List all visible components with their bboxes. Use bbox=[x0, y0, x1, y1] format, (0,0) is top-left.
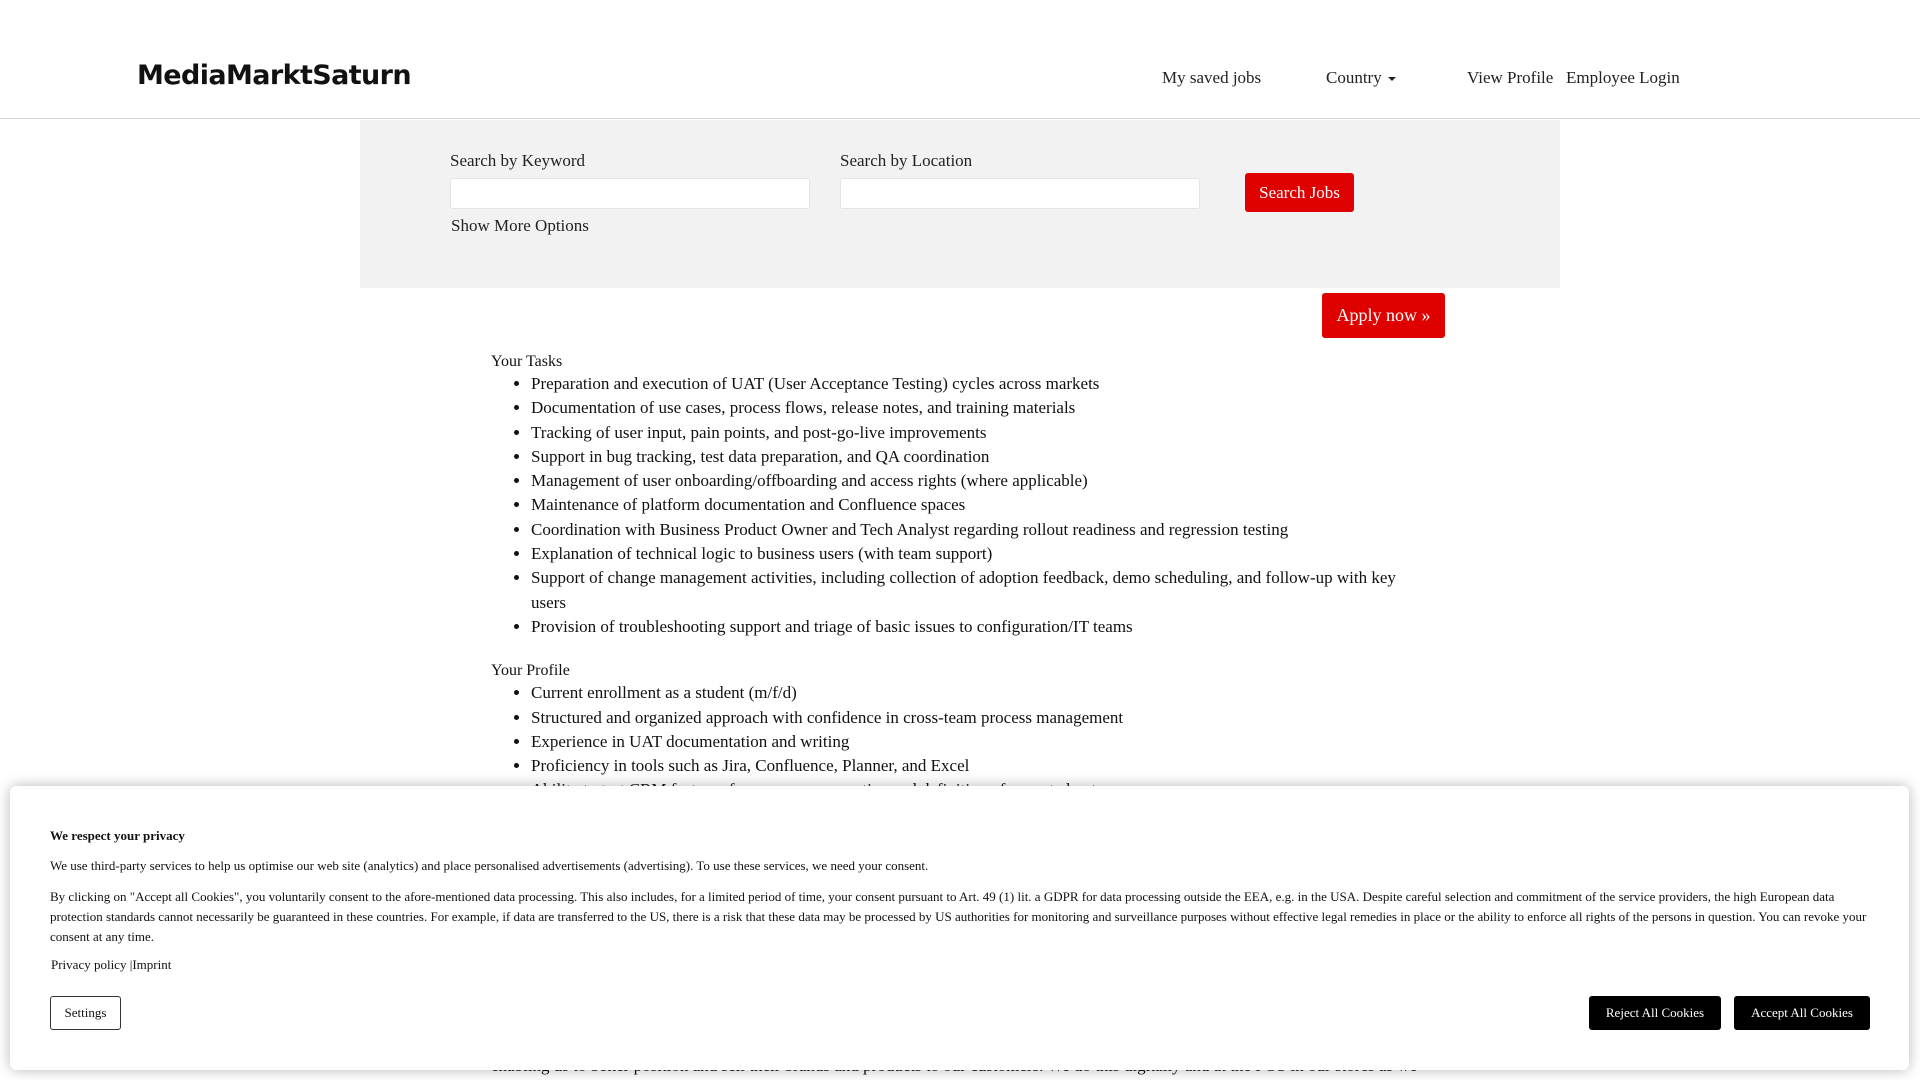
location-input[interactable] bbox=[840, 178, 1200, 209]
list-item: • Coordination with Business Product Owner and Tech Analyst regarding rollout readiness and regression testing bbox=[531, 518, 1431, 542]
list-item: • Current enrollment as a student (m/f/d) bbox=[531, 681, 1431, 705]
cookie-banner-intro: We use third-party services to help us optimise our web site (analytics) and place personalised advertisements (advertising). To use these services, we need your consent. bbox=[50, 858, 929, 873]
search-panel bbox=[360, 120, 1560, 288]
reject-all-cookies-button[interactable]: Reject All Cookies bbox=[1589, 996, 1721, 1030]
cookie-banner-links bbox=[51, 957, 171, 973]
imprint-link[interactable]: Imprint bbox=[132, 957, 172, 972]
profile-list bbox=[491, 681, 1431, 802]
list-item: • Maintenance of platform documentation and Confluence spaces bbox=[531, 493, 1431, 517]
country-label: Country bbox=[1326, 68, 1382, 87]
list-item: • Experience in UAT documentation and writing bbox=[531, 730, 1431, 754]
list-item: • Structured and organized approach with confidence in cross-team process management bbox=[531, 706, 1431, 730]
list-item: • Explanation of technical logic to business users (with team support) bbox=[531, 542, 1431, 566]
tasks-heading: Your Tasks bbox=[491, 353, 563, 370]
privacy-policy-link[interactable]: Privacy policy bbox=[51, 957, 127, 972]
cookie-settings-button[interactable]: Settings bbox=[50, 996, 121, 1030]
keyword-label: Search by Keyword bbox=[450, 151, 586, 170]
caret-down-icon bbox=[1388, 77, 1396, 81]
apply-now-button[interactable]: Apply now » bbox=[1322, 293, 1445, 338]
cookie-banner-details: By clicking on "Accept all Cookies", you voluntarily consent to the afore-mentioned data processing. This also includes, for a limited period of time, your consent pursuant to Art. 49 (1) lit. a GDPR for data processing outside the EEA, e.g. in the USA. Despite careful selection and commitment of the service providers, the high European data protection standards cannot necessarily be guaranteed in these countries. For example, if data are transferred to the US, there is a risk that these data may be processed by US authorities for monitoring and surveillance purposes without effective legal remedies in place or the ability to enforce all rights of the persons in question. You can revoke your consent at any time. bbox=[50, 889, 1867, 944]
tasks-list bbox=[491, 372, 1431, 639]
list-item: • Documentation of use cases, process flows, release notes, and training materials bbox=[531, 396, 1431, 420]
logo[interactable]: MediaMarktSaturn bbox=[137, 60, 411, 91]
nav-employee-login[interactable]: Employee Login bbox=[1566, 68, 1680, 87]
list-item: • Support in bug tracking, test data preparation, and QA coordination bbox=[531, 445, 1431, 469]
link-separator: | bbox=[129, 957, 133, 972]
location-label: Search by Location bbox=[840, 151, 973, 170]
show-more-options-link[interactable]: Show More Options bbox=[451, 216, 589, 235]
search-jobs-button[interactable]: Search Jobs bbox=[1245, 173, 1354, 212]
job-description bbox=[491, 352, 1431, 803]
list-item: • Management of user onboarding/offboarding and access rights (where applicable) bbox=[531, 469, 1431, 493]
cookie-consent-banner bbox=[10, 786, 1909, 1070]
list-item: • Preparation and execution of UAT (User Acceptance Testing) cycles across markets bbox=[531, 372, 1431, 396]
nav-country-dropdown[interactable] bbox=[1326, 68, 1396, 88]
list-item: • Proficiency in tools such as Jira, Confluence, Planner, and Excel bbox=[531, 754, 1431, 778]
site-header bbox=[0, 0, 1920, 119]
profile-heading: Your Profile bbox=[491, 662, 570, 680]
list-item: • Provision of troubleshooting support and triage of basic issues to configuration/IT teams bbox=[531, 615, 1431, 639]
accept-all-cookies-button[interactable]: Accept All Cookies bbox=[1734, 996, 1870, 1030]
nav-my-saved-jobs[interactable]: My saved jobs bbox=[1162, 68, 1262, 87]
nav-view-profile[interactable]: View Profile bbox=[1467, 68, 1554, 87]
list-item: • Support of change management activities, including collection of adoption feedback, demo scheduling, and follow-up with key users bbox=[531, 566, 1431, 615]
cookie-banner-title: We respect your privacy bbox=[50, 828, 185, 843]
list-item: • Tracking of user input, pain points, and post-go-live improvements bbox=[531, 421, 1431, 445]
keyword-input[interactable] bbox=[450, 178, 810, 209]
